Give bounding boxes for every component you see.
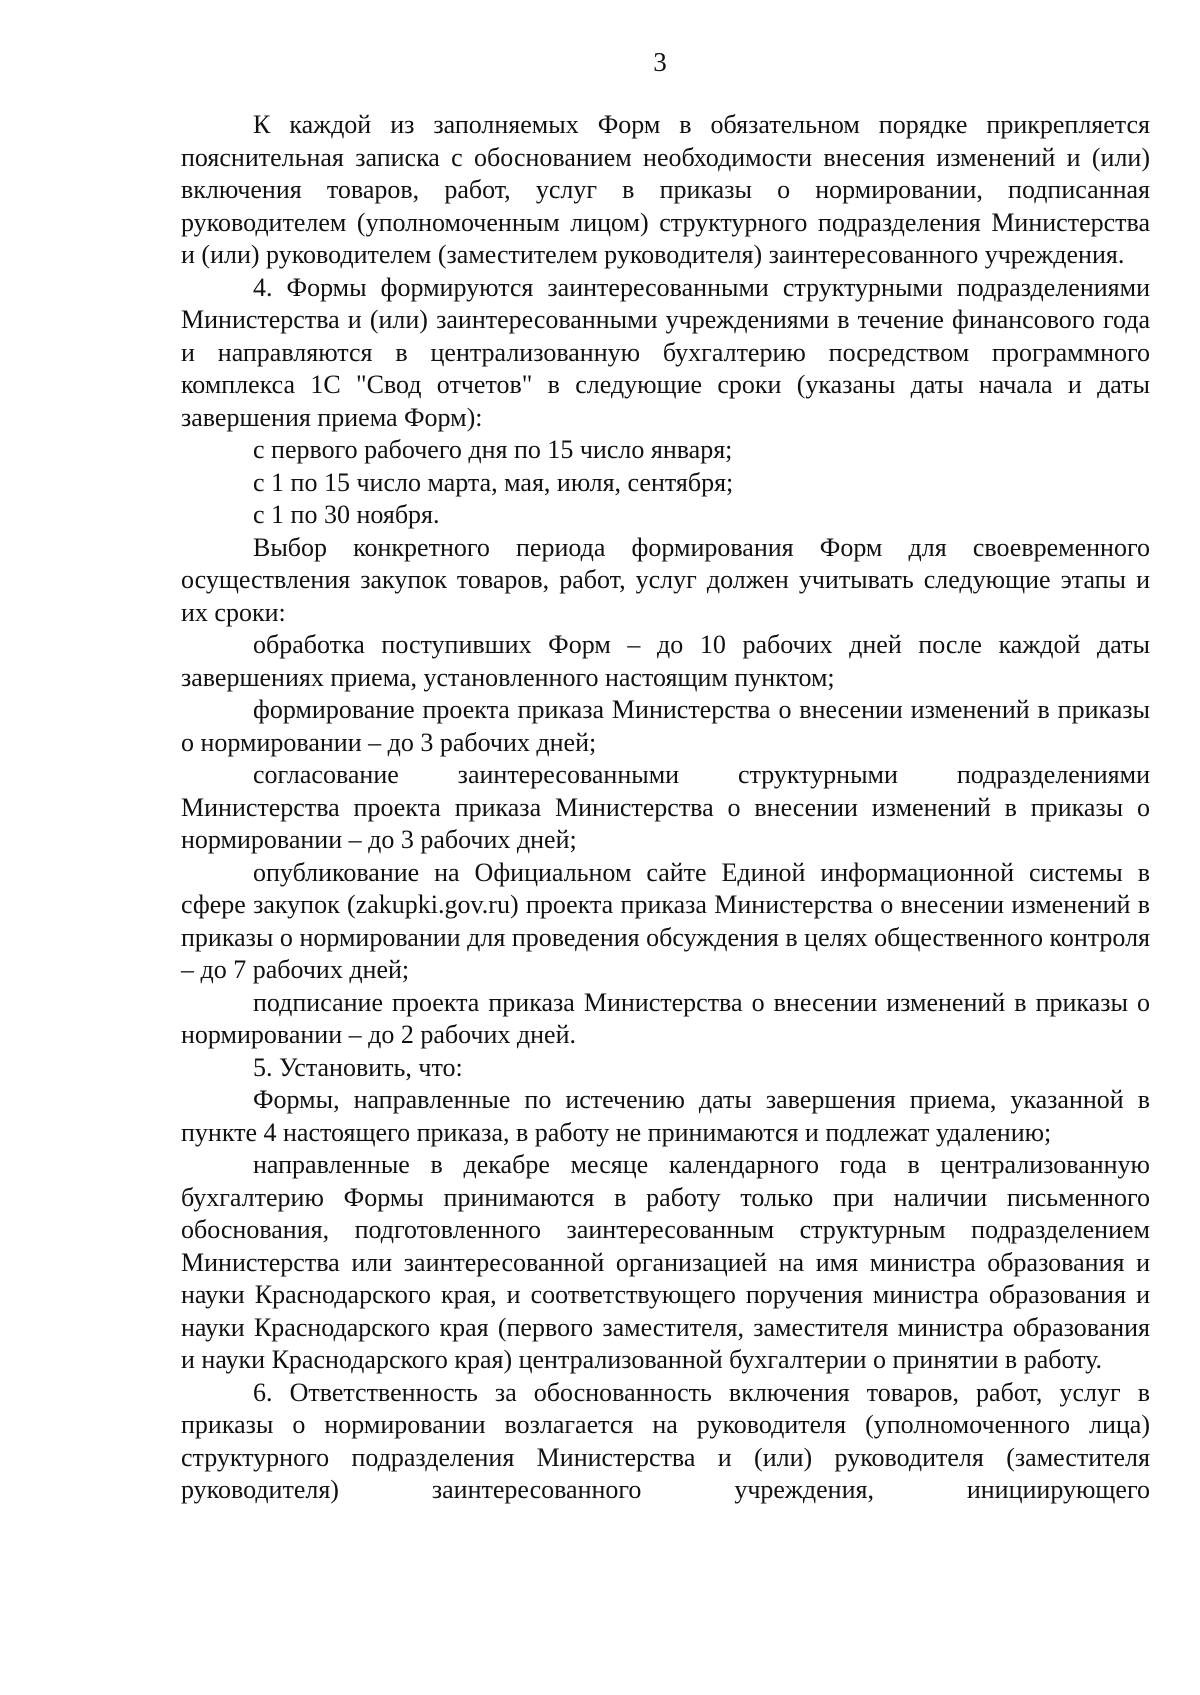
stage-processing: обработка поступивших Форм – до 10 рабочих дней после каждой даты завершениях приема, установленного настоящим пунктом; [181, 630, 1150, 692]
stage-drafting: формирование проекта приказа Министерства о внесении изменений в приказы о нормировании – до 3 рабочих дней; [181, 695, 1150, 757]
deadline-march-september: с 1 по 15 число марта, мая, июля, сентября; [253, 467, 734, 497]
paragraph-item-5: 5. Установить, что: [253, 1052, 463, 1082]
deadline-november: с 1 по 30 ноября. [253, 500, 440, 529]
paragraph-item-6: 6. Ответственность за обоснованность включения товаров, работ, услуг в приказы о нормировании возлагается на руководителя (уполномоченного лица) структурного подразделения Министерства и (или) руководителя (заместителя руководителя) заинтересованного учреждения, инициирующего [181, 1377, 1150, 1504]
stage-approval: согласование заинтересованными структурными подразделениями Министерства проекта приказа Министерства о внесении изменений в приказы о нормировании – до 3 рабочих дней; [181, 760, 1150, 854]
page-number: 3 [653, 47, 667, 77]
paragraph-item-4: 4. Формы формируются заинтересованными структурными подразделениями Министерства и (или) заинтересованными учреждениями в течение финансового года и направляются в централизованную бухгалтерию посредством программного комплекса 1С "Свод отчетов" в следующие сроки (указаны даты начала и даты завершения приема Форм): [181, 272, 1150, 432]
paragraph-late-forms: Формы, направленные по истечению даты завершения приема, указанной в пункте 4 настоящего приказа, в работу не принимаются и подлежат удалению; [181, 1085, 1150, 1147]
stage-publication: опубликование на Официальном сайте Единой информационной системы в сфере закупок (zakupki.gov.ru) проекта приказа Министерства о внесении изменений в приказы о нормировании для проведения обсуждения в целях общественного контроля – до 7 рабочих дней; [181, 857, 1150, 984]
paragraph-period-choice: Выбор конкретного периода формирования Форм для своевременного осуществления закупок товаров, работ, услуг должен учитывать следующие этапы и их сроки: [181, 532, 1150, 627]
paragraph-explanatory-note: К каждой из заполняемых Форм в обязательном порядке прикрепляется пояснительная записка с обоснованием необходимости внесения изменений и (или) включения товаров, работ, услуг в приказы о нормировании, подписанная руководителем (уполномоченным лицом) структурного подразделения Министерства и (или) руководителем (заместителем руководителя) заинтересованного учреждения. [181, 110, 1150, 269]
document-body [181, 109, 1150, 1507]
stage-signing: подписание проекта приказа Министерства о внесении изменений в приказы о нормировании – до 2 рабочих дней. [181, 987, 1150, 1049]
paragraph-december-forms: направленные в декабре месяце календарного года в централизованную бухгалтерию Формы принимаются в работу только при наличии письменного обоснования, подготовленного заинтересованным структурным подразделением Министерства или заинтересованной организацией на имя министра образования и науки Краснодарского края, и соответствующего поручения министра образования и науки Краснодарского края (первого заместителя, заместителя министра образования и науки Краснодарского края) централизованной бухгалтерии о принятии в работу. [181, 1150, 1150, 1374]
deadline-january: с первого рабочего дня по 15 число января; [253, 435, 733, 464]
